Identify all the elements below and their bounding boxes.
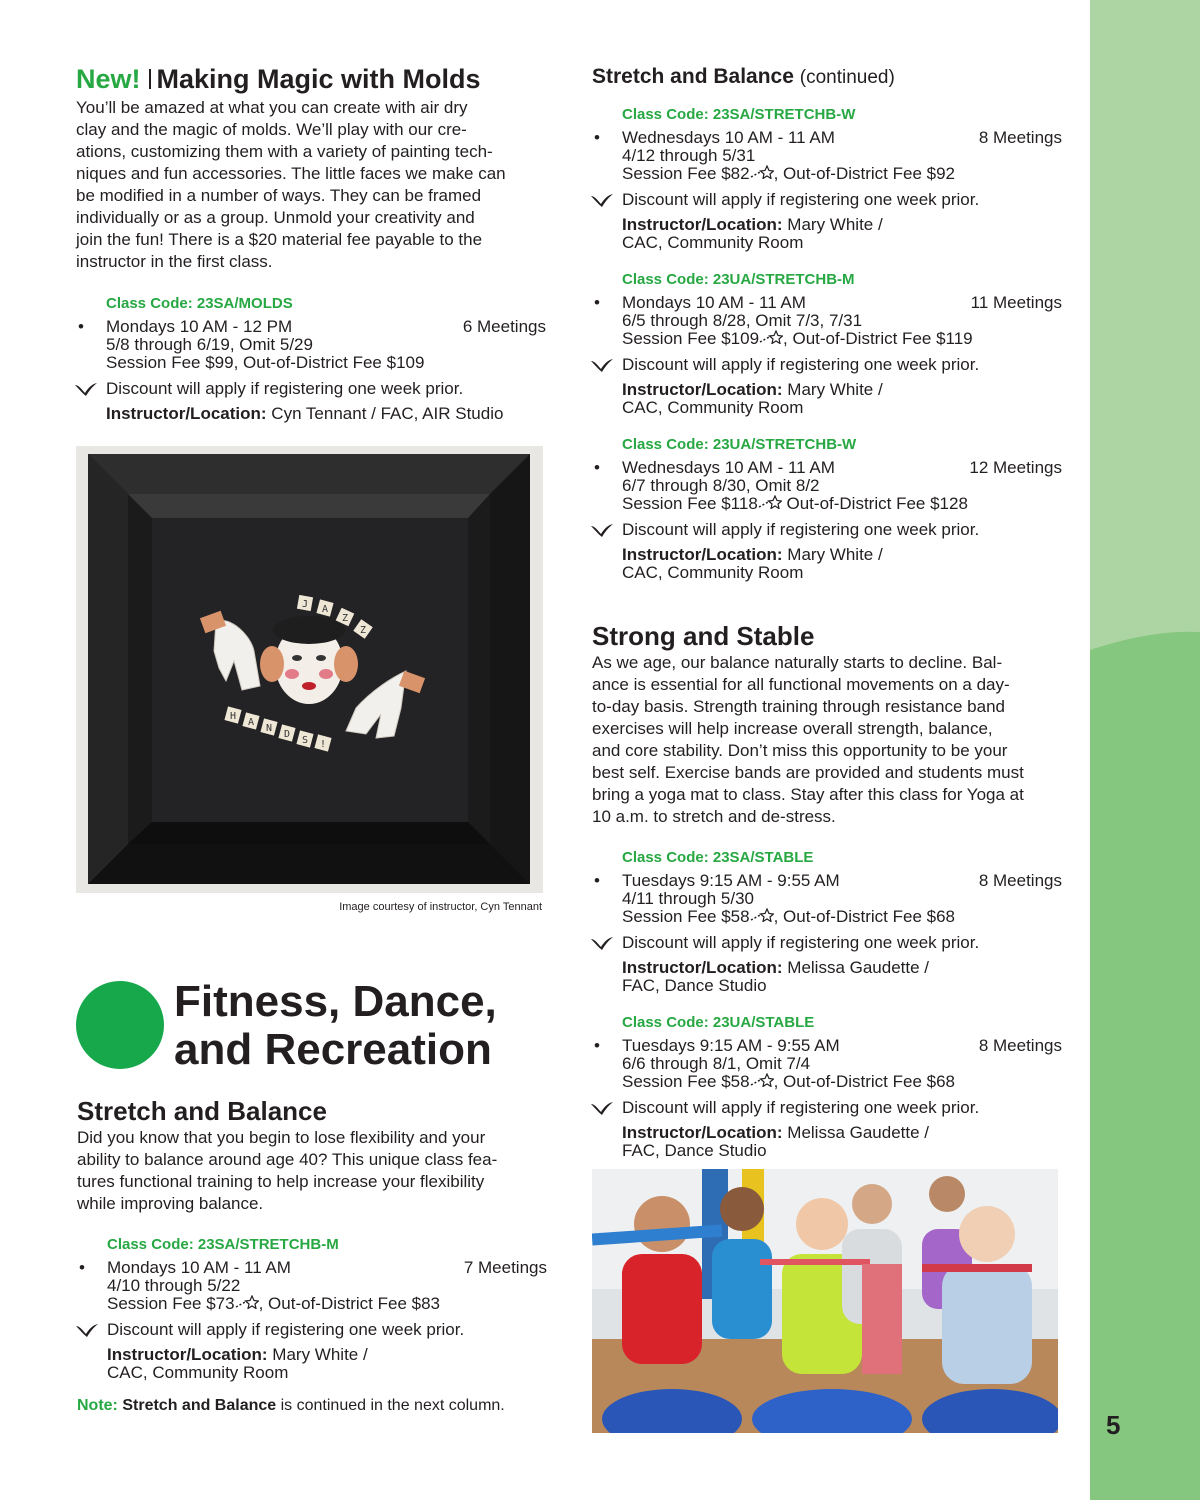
fee (622, 330, 1062, 348)
discount-text: Discount will apply if registering one week prior. (622, 933, 980, 952)
schedule: Mondays 10 AM - 11 AM (622, 293, 806, 312)
schedule: Mondays 10 AM - 11 AM (107, 1258, 291, 1277)
fee-out-of-district: Out-of-District Fee $128 (781, 494, 968, 513)
instructor-label: Instructor/Location: (107, 1345, 268, 1364)
discount-line (622, 189, 1062, 211)
discount-text: Discount will apply if registering one week prior. (622, 520, 980, 539)
dates: 4/12 through 5/31 (622, 146, 756, 165)
schedule-line (79, 1258, 547, 1277)
class-code: Class Code: 23SA/MOLDS (106, 295, 293, 312)
checkmark-bird-icon (590, 935, 614, 951)
checkmark-bird-icon (590, 357, 614, 373)
page-edge-tab (1090, 0, 1200, 1500)
note-label: Note: (77, 1397, 118, 1414)
bullet: • (78, 317, 84, 336)
instructor-value-line2: CAC, Community Room (622, 398, 804, 417)
senior-discount-star-icon (750, 1073, 774, 1087)
fee-amount: Session Fee $118 (622, 494, 758, 513)
instructor-value: Mary White / (782, 380, 883, 399)
stretch-title: Stretch and Balance (77, 1096, 327, 1126)
heading-divider (149, 69, 151, 89)
schedule-line (594, 871, 1062, 890)
text-line: clay and the magic of molds. We’ll play with our cre- (76, 120, 467, 139)
discount-text: Discount will apply if registering one week prior. (107, 1320, 465, 1339)
discount-line (622, 932, 1062, 954)
tile-letter: Z (360, 625, 367, 636)
class-code: Class Code: 23SA/STRETCHB-W (622, 106, 856, 123)
discount-line (106, 378, 546, 400)
fee (107, 1295, 547, 1313)
checkmark-bird-icon (74, 381, 98, 397)
stretch-offering-2 (594, 270, 1062, 417)
discount-text: Discount will apply if registering one week prior. (622, 355, 980, 374)
text-line: to-day basis. Strength training through resistance band (592, 697, 1005, 716)
instructor-value-line2: CAC, Community Room (622, 563, 804, 582)
bullet: • (594, 293, 600, 312)
instructor-value: Mary White / (782, 215, 883, 234)
text-line: Did you know that you begin to lose flexibility and your (77, 1128, 486, 1147)
stretch-description (77, 1127, 547, 1215)
schedule-line (594, 293, 1062, 312)
schedule: Tuesdays 9:15 AM - 9:55 AM (622, 1036, 840, 1055)
class-code: Class Code: 23SA/STABLE (622, 849, 814, 866)
text-line: As we age, our balance naturally starts to decline. Bal- (592, 653, 1003, 672)
stretch-offering-1 (594, 105, 1062, 252)
section-title (174, 978, 497, 1074)
strong-offering-2 (594, 1013, 1062, 1160)
schedule-line (594, 458, 1062, 477)
discount-text: Discount will apply if registering one week prior. (106, 379, 464, 398)
meetings-count: 8 Meetings (978, 1036, 1062, 1055)
senior-discount-star-icon (750, 908, 774, 922)
instructor-value: Melissa Gaudette / (782, 1123, 930, 1142)
discount-line (622, 354, 1062, 376)
instructor-label: Instructor/Location: (622, 380, 783, 399)
section-title-line: and Recreation (174, 1025, 492, 1074)
section-heading (76, 978, 556, 1078)
senior-discount-star-icon (750, 165, 774, 179)
fee-amount: Session Fee $73 (107, 1294, 235, 1313)
bullet: • (594, 871, 600, 890)
meetings-count: 8 Meetings (978, 871, 1062, 890)
seniors-resistance-band-image (592, 1169, 1058, 1433)
instructor-location (622, 1124, 1062, 1160)
stretch-section (77, 1094, 547, 1416)
text-line: and core stability. Don’t miss this opportunity to be your (592, 741, 1008, 760)
strong-offering-1 (594, 848, 1062, 995)
section-title-line: Fitness, Dance, (174, 977, 497, 1026)
bullet: • (79, 1258, 85, 1277)
text-line: niques and fun accessories. The little faces we make can (76, 164, 506, 183)
text-line: 10 a.m. to stretch and de-stress. (592, 807, 836, 826)
schedule: Mondays 10 AM - 12 PM (106, 317, 293, 336)
discount-line (622, 1097, 1062, 1119)
meetings-count: 11 Meetings (970, 293, 1062, 312)
tile-letter: Z (342, 613, 349, 624)
fee: Session Fee $99, Out-of-District Fee $109 (106, 353, 425, 372)
strong-title: Strong and Stable (592, 621, 815, 651)
fee-out-of-district: , Out-of-District Fee $119 (783, 329, 973, 348)
instructor-location (622, 216, 1062, 252)
checkmark-bird-icon (75, 1322, 99, 1338)
instructor-location (107, 1346, 547, 1382)
class-code: Class Code: 23SA/STRETCHB-M (107, 1236, 339, 1253)
note-text: is continued in the next column. (276, 1397, 505, 1414)
text-line: You’ll be amazed at what you can create with air dry (76, 98, 468, 117)
right-column (592, 60, 1062, 1160)
discount-text: Discount will apply if registering one week prior. (622, 190, 980, 209)
dates: 6/5 through 8/28, Omit 7/3, 7/31 (622, 311, 863, 330)
instructor-value: Melissa Gaudette / (782, 958, 930, 977)
stretch-offering (79, 1235, 547, 1382)
text-line: best self. Exercise bands are provided and students must (592, 763, 1024, 782)
text-line: ability to balance around age 40? This unique class fea- (77, 1150, 498, 1169)
tile-letter: D (284, 729, 291, 740)
fee-amount: Session Fee $58 (622, 1072, 750, 1091)
sidebar-wave-shape (1090, 0, 1200, 1500)
instructor-value-line2: CAC, Community Room (622, 233, 804, 252)
instructor-label: Instructor/Location: (106, 404, 267, 423)
exercise-class-photo (592, 1169, 1058, 1433)
dates: 6/6 through 8/1, Omit 7/4 (622, 1054, 811, 1073)
instructor-value-line2: FAC, Dance Studio (622, 976, 767, 995)
dates: 6/7 through 8/30, Omit 8/2 (622, 476, 820, 495)
bullet: • (594, 128, 600, 147)
molds-heading (76, 60, 546, 98)
text-line: tures functional training to help increase your flexibility (77, 1172, 485, 1191)
text-line: bring a yoga mat to class. Stay after this class for Yoga at (592, 785, 1024, 804)
instructor-value: Mary White / (782, 545, 883, 564)
continuation-note (77, 1396, 547, 1416)
tile-letter: N (266, 723, 273, 734)
class-code: Class Code: 23UA/STRETCHB-M (622, 271, 855, 288)
tile-letter: A (322, 604, 329, 615)
meetings-count: 8 Meetings (978, 128, 1062, 147)
tile-letter: ! (320, 739, 327, 750)
stretch-continued-title: Stretch and Balance (592, 65, 794, 88)
instructor-location (622, 959, 1062, 995)
page-number: 5 (1106, 1410, 1121, 1440)
fee-out-of-district: , Out-of-District Fee $68 (773, 907, 955, 926)
instructor-location (622, 546, 1062, 582)
fee (622, 1073, 1062, 1091)
fee (622, 165, 1062, 183)
molds-description (76, 97, 546, 273)
text-line: be modified in a number of ways. They can be framed (76, 186, 482, 205)
checkmark-bird-icon (590, 1100, 614, 1116)
text-line: exercises will help increase overall strength, balance, (592, 719, 993, 738)
instructor-label: Instructor/Location: (622, 215, 783, 234)
dates: 4/11 through 5/30 (622, 889, 755, 908)
schedule-line (594, 128, 1062, 147)
instructor-value-line2: CAC, Community Room (107, 1363, 289, 1382)
fee-amount: Session Fee $58 (622, 907, 750, 926)
image-credit: Image courtesy of instructor, Cyn Tennant (339, 901, 542, 913)
class-code: Class Code: 23UA/STRETCHB-W (622, 436, 857, 453)
continued-label: (continued) (799, 67, 895, 88)
schedule: Wednesdays 10 AM - 11 AM (622, 458, 835, 477)
text-line: ance is essential for all functional movements on a day- (592, 675, 1010, 694)
text-line: individually or as a group. Unmold your creativity and (76, 208, 475, 227)
tile-letter: S (302, 735, 309, 746)
class-code: Class Code: 23UA/STABLE (622, 1014, 815, 1031)
text-line: join the fun! There is a $20 material fee payable to the (76, 230, 483, 249)
meetings-count: 12 Meetings (969, 458, 1062, 477)
text-line: ations, customizing them with a variety of painting tech- (76, 142, 493, 161)
left-column (76, 60, 546, 423)
checkmark-bird-icon (590, 522, 614, 538)
fee (622, 908, 1062, 926)
bullet: • (594, 1036, 600, 1055)
dates: 5/8 through 6/19, Omit 5/29 (106, 335, 313, 354)
tile-letter: H (230, 711, 237, 722)
molds-offering (78, 294, 546, 423)
framed-clay-art-image (76, 446, 543, 893)
molds-artwork-photo (76, 446, 543, 893)
tile-letter: A (248, 717, 255, 728)
stretch-offering-3 (594, 435, 1062, 582)
strong-description (592, 652, 1062, 828)
meetings-count: 7 Meetings (463, 1258, 547, 1277)
meetings-count: 6 Meetings (462, 317, 546, 336)
note-course-name: Stretch and Balance (122, 1397, 277, 1414)
text-line: instructor in the first class. (76, 252, 273, 271)
discount-line (622, 519, 1062, 541)
instructor-value-line2: FAC, Dance Studio (622, 1141, 767, 1160)
discount-text: Discount will apply if registering one week prior. (622, 1098, 980, 1117)
schedule-line (78, 317, 546, 336)
new-label: New! (76, 64, 141, 94)
instructor-value: Cyn Tennant / FAC, AIR Studio (266, 404, 504, 423)
schedule: Tuesdays 9:15 AM - 9:55 AM (622, 871, 840, 890)
stretch-continued-heading (592, 60, 1062, 95)
instructor-label: Instructor/Location: (622, 545, 783, 564)
schedule: Wednesdays 10 AM - 11 AM (622, 128, 835, 147)
senior-discount-star-icon (235, 1295, 259, 1309)
instructor-value: Mary White / (267, 1345, 368, 1364)
instructor-location (622, 381, 1062, 417)
fee-out-of-district: , Out-of-District Fee $92 (773, 164, 955, 183)
senior-discount-star-icon (759, 330, 783, 344)
dates: 4/10 through 5/22 (107, 1276, 241, 1295)
checkmark-bird-icon (590, 192, 614, 208)
tile-letter: J (302, 599, 309, 610)
instructor-location (106, 405, 546, 423)
discount-line (107, 1319, 547, 1341)
fee-amount: Session Fee $109 (622, 329, 760, 348)
fee-out-of-district: , Out-of-District Fee $68 (773, 1072, 955, 1091)
text-line: while improving balance. (77, 1194, 264, 1213)
fee (622, 495, 1062, 513)
bullet: • (594, 458, 600, 477)
green-circle-marker (76, 981, 164, 1069)
fee-amount: Session Fee $82 (622, 164, 750, 183)
instructor-label: Instructor/Location: (622, 1123, 783, 1142)
instructor-label: Instructor/Location: (622, 958, 783, 977)
schedule-line (594, 1036, 1062, 1055)
senior-discount-star-icon (758, 495, 782, 509)
fee-out-of-district: , Out-of-District Fee $83 (258, 1294, 440, 1313)
molds-title: Making Magic with Molds (156, 64, 481, 94)
